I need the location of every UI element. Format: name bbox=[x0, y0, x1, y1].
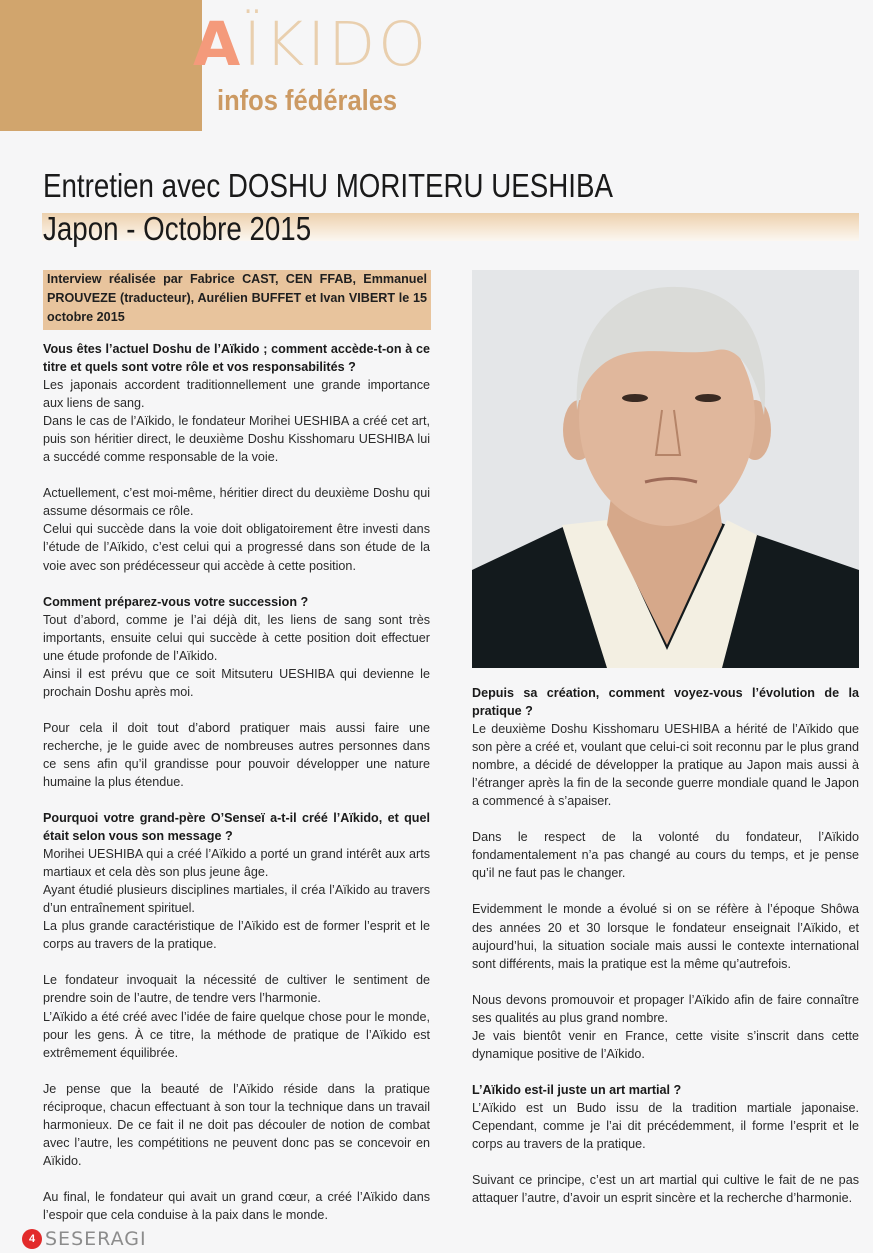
interview-answer: Les japonais accordent traditionnellement une grande importance aux liens de sang. bbox=[43, 378, 430, 411]
paragraph-gap bbox=[43, 701, 430, 719]
article-subtitle: Japon - Octobre 2015 bbox=[43, 210, 312, 247]
paragraph-gap bbox=[43, 1170, 430, 1188]
interview-answer: Le deuxième Doshu Kisshomaru UESHIBA a hérité de l’Aïkido que son père a créé et, voulant que celui-ci soit reconnu par le plus grand nombre, a décidé de développer la pratique au Japon mais aussi à l’étranger après la fin de la seconde guerre mondiale quand le Japon a commencé à s’apaiser. bbox=[472, 722, 859, 809]
paragraph-gap bbox=[472, 1063, 859, 1081]
paragraph-gap bbox=[472, 882, 859, 900]
interview-answer: Dans le respect de la volonté du fondateur, l’Aïkido fondamentalement n’a pas changé au cours du temps, et je pense qu’il ne faut pas le changer. bbox=[472, 830, 859, 881]
logo-initial: A bbox=[193, 9, 244, 80]
portrait-photo bbox=[472, 270, 859, 668]
section-label: infos fédérales bbox=[217, 85, 398, 117]
interview-answer: Au final, le fondateur qui avait un grand cœur, a créé l’Aïkido dans l’espoir que cela conduise à la paix dans le monde. bbox=[43, 1189, 430, 1222]
logo-rest: ÏKIDO bbox=[243, 9, 430, 80]
article-title: Entretien avec DOSHU MORITERU UESHIBA bbox=[43, 167, 613, 204]
interview-question: Comment préparez-vous votre succession ? bbox=[43, 594, 309, 609]
left-column bbox=[43, 340, 430, 1224]
right-column bbox=[472, 684, 859, 1207]
interview-answer: Dans le cas de l’Aïkido, le fondateur Morihei UESHIBA a créé cet art, puis son héritier direct, le deuxième Doshu Kisshomaru UESHIBA lui a succédé comme responsable de la voie. bbox=[43, 414, 430, 465]
paragraph-gap bbox=[43, 953, 430, 971]
interview-answer: Je vais bientôt venir en France, cette visite s’inscrit dans cette dynamique positive de l’Aïkido. bbox=[472, 1028, 859, 1061]
interview-answer: Nous devons promouvoir et propager l’Aïkido afin de faire connaître ses qualités au plus grand nombre. bbox=[472, 992, 859, 1025]
portrait-image bbox=[472, 270, 859, 668]
right-eye bbox=[695, 394, 721, 402]
interview-answer: Morihei UESHIBA qui a créé l’Aïkido a porté un grand intérêt aux arts martiaux et cela dès son plus jeune âge. bbox=[43, 847, 430, 880]
paragraph-gap bbox=[472, 810, 859, 828]
magazine-name: SESERAGI bbox=[45, 1228, 147, 1250]
interview-answer: Suivant ce principe, c’est un art martial qui cultive le fait de ne pas attaquer l’autre, d’avoir un esprit sincère et la recherche d’harmonie. bbox=[472, 1173, 859, 1206]
paragraph-gap bbox=[43, 575, 430, 593]
interview-answer: Je pense que la beauté de l’Aïkido réside dans la pratique réciproque, chacun effectuant à son tour la technique dans un travail harmonieux. De ce fait il ne doit pas découler de notion de combat avec l’autre, les compétitions ne peuvent donc pas se concevoir en Aïkido. bbox=[43, 1081, 430, 1168]
page-number-badge: 4 bbox=[22, 1229, 42, 1249]
interview-answer: Ayant étudié plusieurs disciplines martiales, il créa l’Aïkido au travers d’un entraînement spirituel. bbox=[43, 883, 430, 916]
interview-answer: Ainsi il est prévu que ce soit Mitsuteru UESHIBA qui devienne le prochain Doshu après moi. bbox=[43, 666, 430, 699]
interview-answer: La plus grande caractéristique de l’Aïkido est de former l’esprit et le corps au travers de la pratique. bbox=[43, 919, 430, 952]
paragraph-gap bbox=[472, 973, 859, 991]
interview-question: L’Aïkido est-il juste un art martial ? bbox=[472, 1082, 682, 1097]
aikido-logo bbox=[193, 9, 430, 80]
page-footer bbox=[22, 1228, 147, 1250]
paragraph-gap bbox=[43, 791, 430, 809]
interview-answer: L’Aïkido est un Budo issu de la tradition martiale japonaise. Cependant, comme je l’ai dit précédemment, il forme l’esprit et le corps au travers de la pratique. bbox=[472, 1100, 859, 1151]
paragraph-gap bbox=[43, 1062, 430, 1080]
paragraph-gap bbox=[472, 1153, 859, 1171]
interview-answer: Pour cela il doit tout d’abord pratiquer mais aussi faire une recherche, je le guide avec de nombreuses autres personnes dans ce sens afin qu’il grandisse pour pouvoir développer une nature humaine la plus étendue. bbox=[43, 720, 430, 789]
interview-answer: Actuellement, c’est moi-même, héritier direct du deuxième Doshu qui assume désormais ce rôle. bbox=[43, 486, 430, 519]
interview-answer: Celui qui succède dans la voie doit obligatoirement être investi dans l’étude de l’Aïkido, c’est celui qui a progressé dans son étude de la voie avec son prédécesseur qui accède à cette position. bbox=[43, 522, 430, 573]
interview-credits: Interview réalisée par Fabrice CAST, CEN FFAB, Emmanuel PROUVEZE (traducteur), Aurélien BUFFET et Ivan VIBERT le 15 octobre 2015 bbox=[43, 270, 431, 330]
left-eye bbox=[622, 394, 648, 402]
brand-color-block bbox=[0, 0, 202, 131]
interview-answer: Evidemment le monde a évolué si on se réfère à l’époque Shôwa des années 20 et 30 lorsque le fondateur enseignait l’Aïkido, et aujourd’hui, la situation sociale mais aussi le contexte international sont différents, mais la pratique est la même qu’autrefois. bbox=[472, 902, 859, 971]
interview-answer: L’Aïkido a été créé avec l’idée de faire quelque chose pour le monde, pour les gens. À ce titre, la méthode de pratique de l’Aïkido est extrêmement équilibrée. bbox=[43, 1009, 430, 1060]
interview-question: Pourquoi votre grand-père O’Senseï a-t-il créé l’Aïkido, et quel était selon vous son message ? bbox=[43, 811, 430, 844]
interview-question: Vous êtes l’actuel Doshu de l’Aïkido ; comment accède-t-on à ce titre et quels sont votre rôle et vos responsabilités ? bbox=[43, 342, 430, 375]
interview-answer: Tout d’abord, comme je l’ai déjà dit, les liens de sang sont très importants, ensuite celui qui succède à cette position doit effectuer une étude profonde de l’Aïkido. bbox=[43, 612, 430, 663]
interview-answer: Le fondateur invoquait la nécessité de cultiver le sentiment de prendre soin de l’autre, de tendre vers l’harmonie. bbox=[43, 973, 430, 1006]
paragraph-gap bbox=[43, 466, 430, 484]
interview-question: Depuis sa création, comment voyez-vous l’évolution de la pratique ? bbox=[472, 686, 859, 719]
